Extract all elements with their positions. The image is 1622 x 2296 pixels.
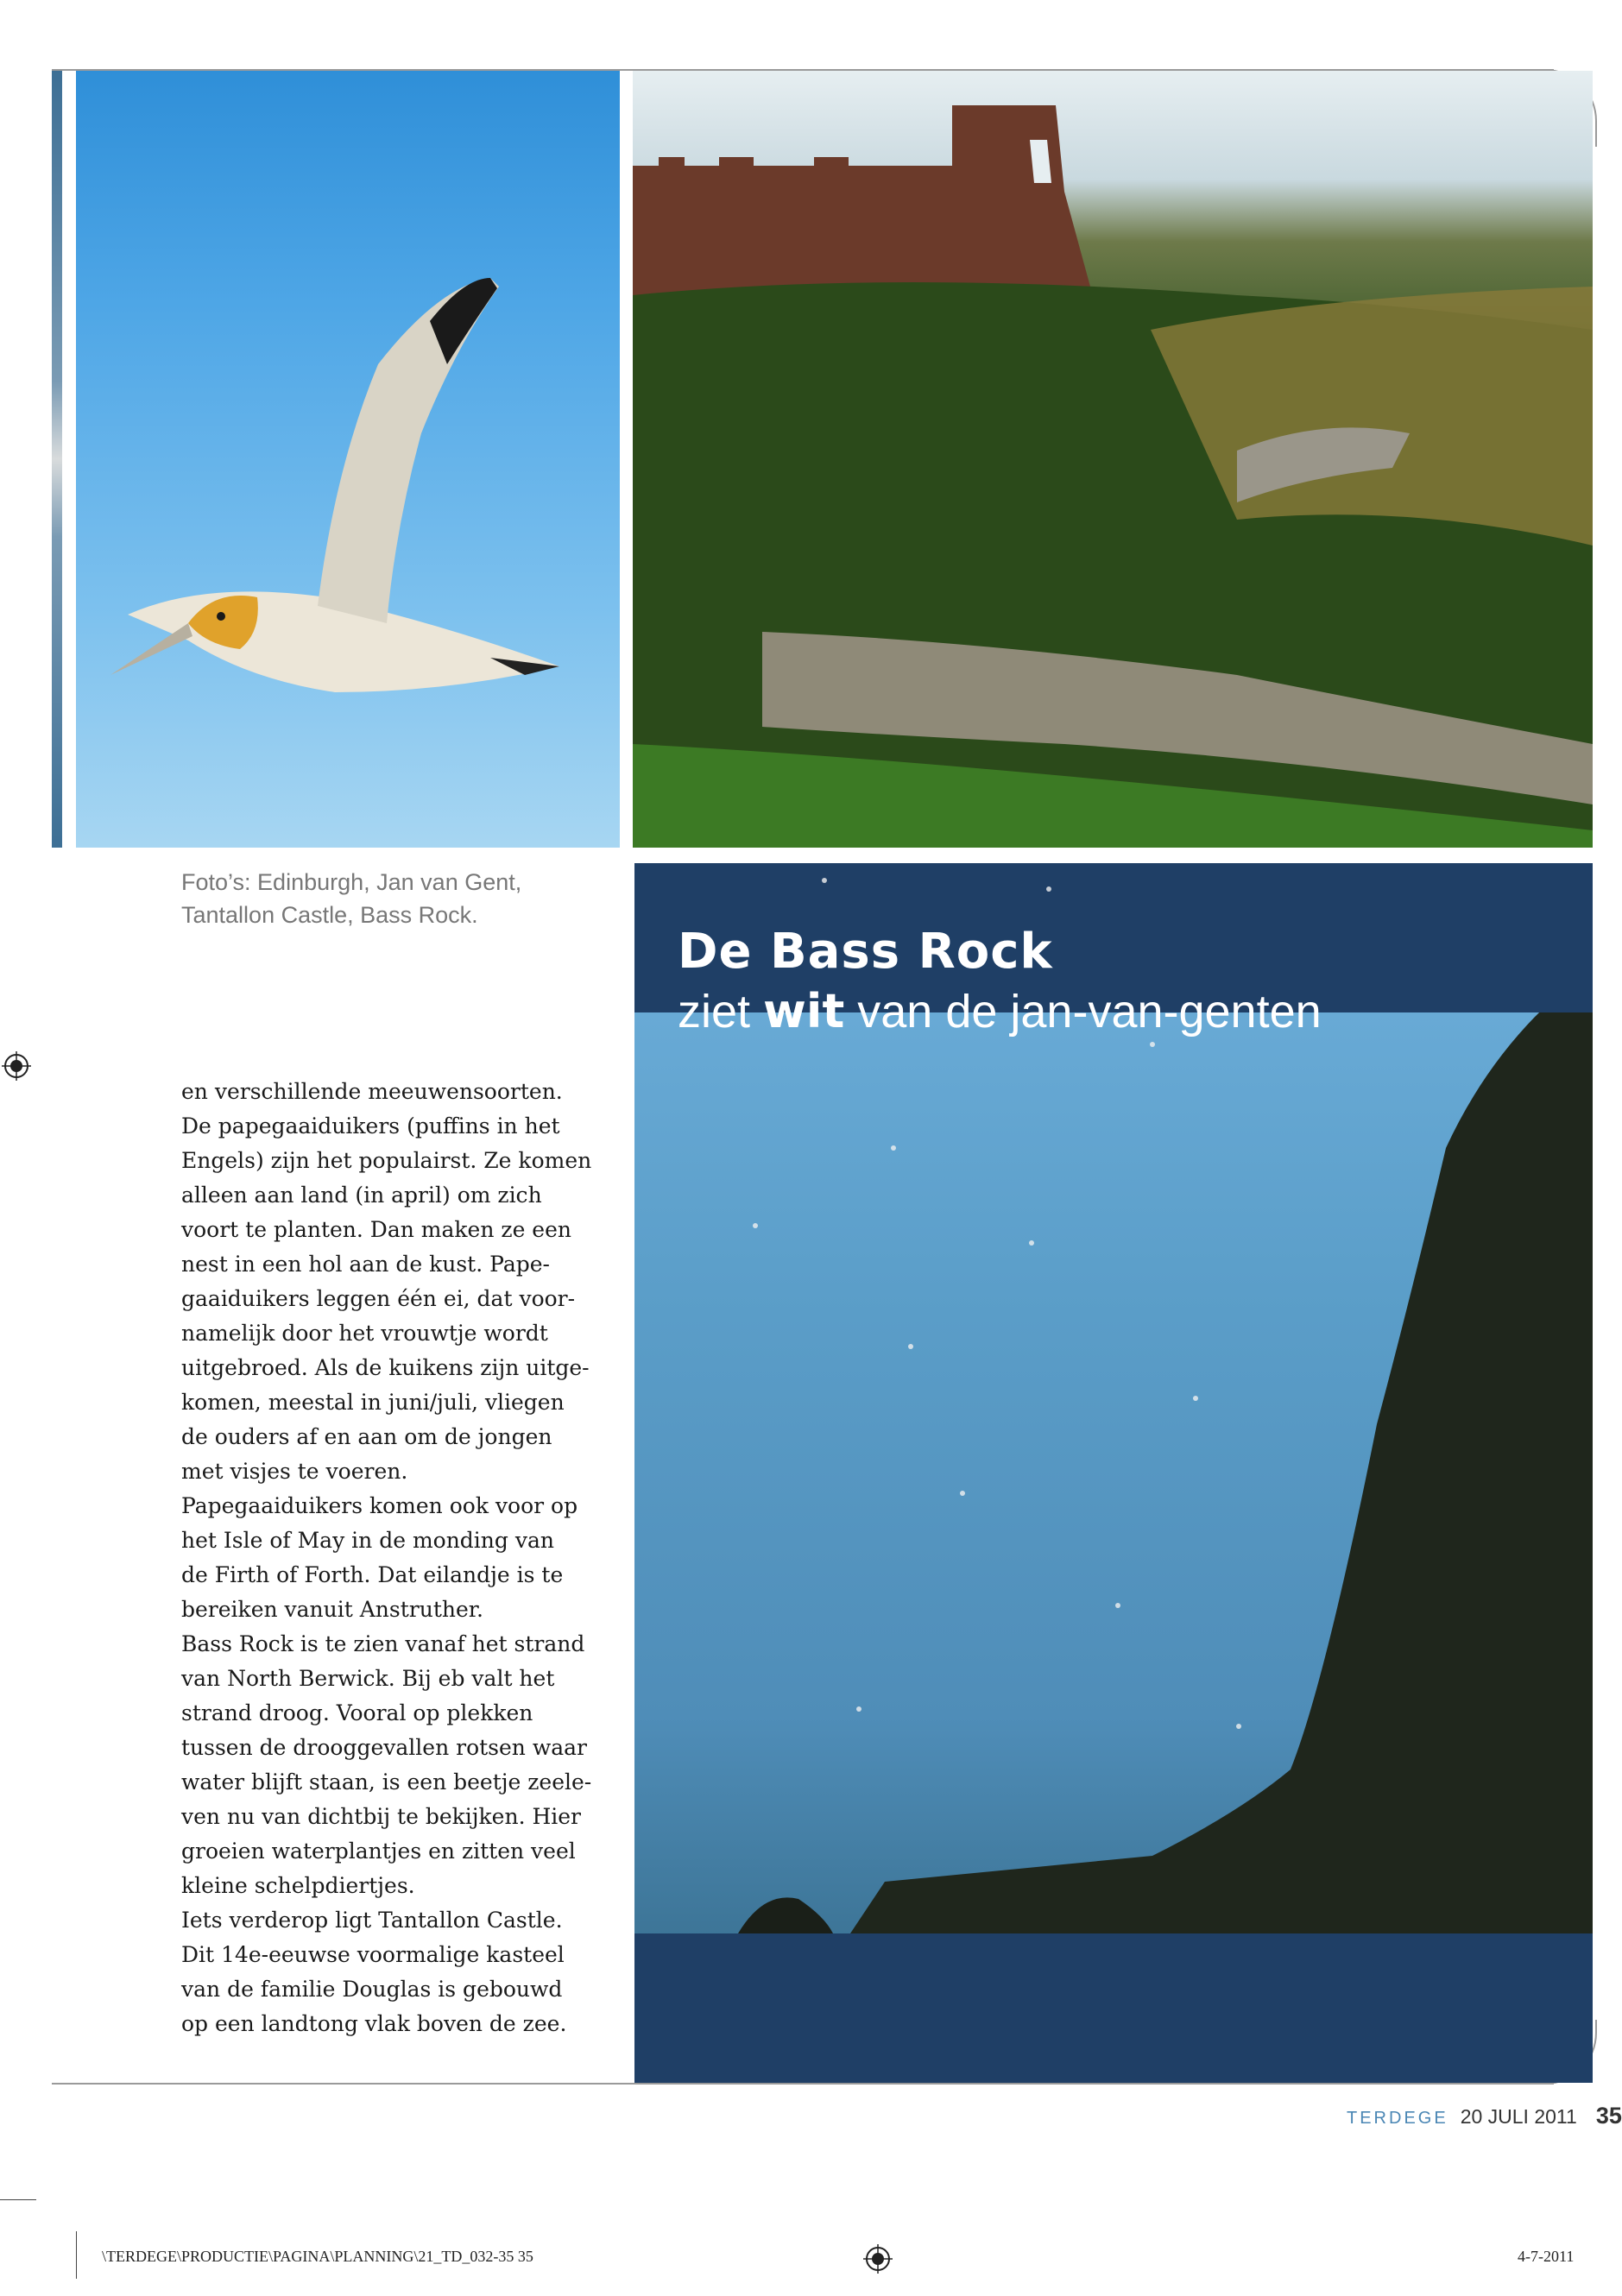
registration-mark-icon [2,1051,31,1081]
bass-rock-photo [634,863,1593,2083]
body-paragraph-4: Iets verderop ligt Tantallon Castle. Dit 14e-eeuwse voormalige kasteel van de familie Douglas is gebouwd op een landtong vlak boven de zee. [181,1908,567,2036]
footer-date: 20 JULI 2011 [1460,2105,1577,2128]
photo-caption [181,866,596,931]
body-paragraph-3: Bass Rock is te zien vanaf het strand van North Berwick. Bij eb valt het strand droog. Vooral op plekken tussen de drooggevallen rotsen waar water blijft staan, is een beetje zeele- ven nu van dichtbij te bekijken. Hier groeien waterplantjes en zitten veel kleine schelpdiertjes. [181,1631,592,1898]
headline-sub-emphasis: wit [763,984,845,1038]
body-paragraph-1: en verschillende meeuwensoorten. De papegaaiduikers (puffins in het Engels) zijn het populairst. Ze komen alleen aan land (in april) om zich voort te planten. Dan maken ze een nest in een hol aan de kust. Pape- gaaiduikers leggen één ei, dat voor- namelijk door het vrouwtje wordt uitgebroed. Als de kuikens zijn uitge- komen, meestal in juni/juli, vliegen de ouders af en aan om de jongen met visjes te voeren. [181,1079,592,1484]
castle-illustration [633,71,1593,848]
headline-title: De Bass Rock [678,924,1053,980]
headline-subtitle [678,984,1322,1038]
body-paragraph-2: Papegaaiduikers komen ook voor op het Isle of May in de monding van de Firth of Forth. Dat eilandje is te bereiken vanuit Anstruther. [181,1493,578,1622]
caption-line-1: Foto’s: Edinburgh, Jan van Gent, [181,869,522,895]
headline-sub-prefix: ziet [678,986,764,1038]
tantallon-castle-photo [633,71,1593,848]
registration-mark-icon [863,2244,893,2274]
gannet-illustration [76,71,620,848]
frame-bottom-line [52,2083,1554,2085]
left-edge-photo-strip [52,71,62,848]
gannet-photo [76,71,620,848]
print-slug-path: \TERDEGE\PRODUCTIE\PAGINA\PLANNING\21_TD_032-35 35 [102,2248,533,2265]
print-slug-date: 4-7-2011 [1518,2248,1575,2265]
article-body [181,1075,613,2041]
bass-rock-illustration [634,863,1593,2083]
slug-divider [76,2231,77,2279]
footer-magazine: TERDEGE [1347,2109,1448,2128]
footer-page-number: 35 [1595,2103,1622,2129]
headline-sub-suffix: van de jan-van-genten [844,986,1322,1038]
page-footer [1347,2103,1622,2129]
crop-mark [0,2199,36,2200]
caption-line-2: Tantallon Castle, Bass Rock. [181,902,478,928]
